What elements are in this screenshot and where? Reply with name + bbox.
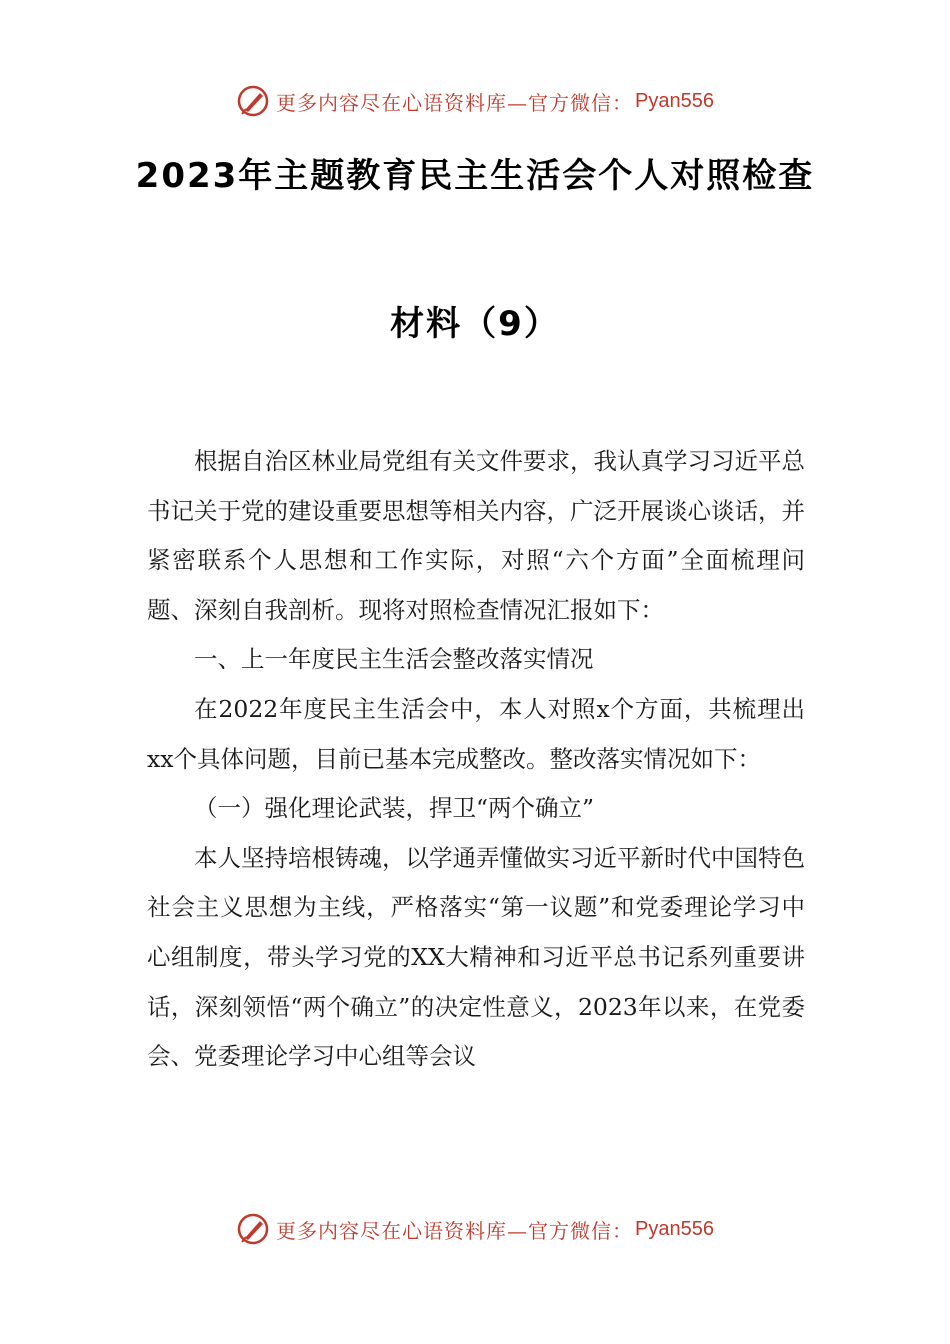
document-body xyxy=(147,437,805,1082)
watermark-id: Pyan556 xyxy=(635,89,714,112)
document-title-line1: 2023年主题教育民主生活会个人对照检查 xyxy=(135,156,815,196)
pen-logo-icon xyxy=(236,84,270,118)
paragraph-theory: 本人坚持培根铸魂，以学通弄懂做实习近平新时代中国特色社会主义思想为主线，严格落实“第一议题”和党委理论学习中心组制度，带头学习党的XX大精神和习近平总书记系列重要讲话，深刻领悟“两个确立”的决定性意义，2023年以来，在党委会、党委理论学习中心组等会议 xyxy=(147,843,805,1071)
watermark-banner-top xyxy=(0,84,950,118)
watermark-banner-bottom xyxy=(0,1212,950,1246)
document-title-line2: 材料（9） xyxy=(390,304,560,344)
paragraph-intro: 根据自治区林业局党组有关文件要求，我认真学习习近平总书记关于党的建设重要思想等相关内容，广泛开展谈心谈话，并紧密联系个人思想和工作实际，对照“六个方面”全面梳理问题、深刻自我剖析。现将对照检查情况汇报如下： xyxy=(147,447,805,624)
subsection-heading-1: （一）强化理论武装，捍卫“两个确立” xyxy=(194,794,595,823)
pen-logo-icon xyxy=(236,1212,270,1246)
watermark-text: 更多内容尽在心语资料库—官方微信： xyxy=(276,1218,634,1243)
paragraph-review: 在2022年度民主生活会中，本人对照x个方面，共梳理出xx个具体问题，目前已基本完成整改。整改落实情况如下： xyxy=(147,694,805,773)
watermark-text: 更多内容尽在心语资料库—官方微信： xyxy=(276,90,634,115)
watermark-id: Pyan556 xyxy=(635,1217,714,1240)
section-heading-1: 一、上一年度民主生活会整改落实情况 xyxy=(194,645,594,674)
